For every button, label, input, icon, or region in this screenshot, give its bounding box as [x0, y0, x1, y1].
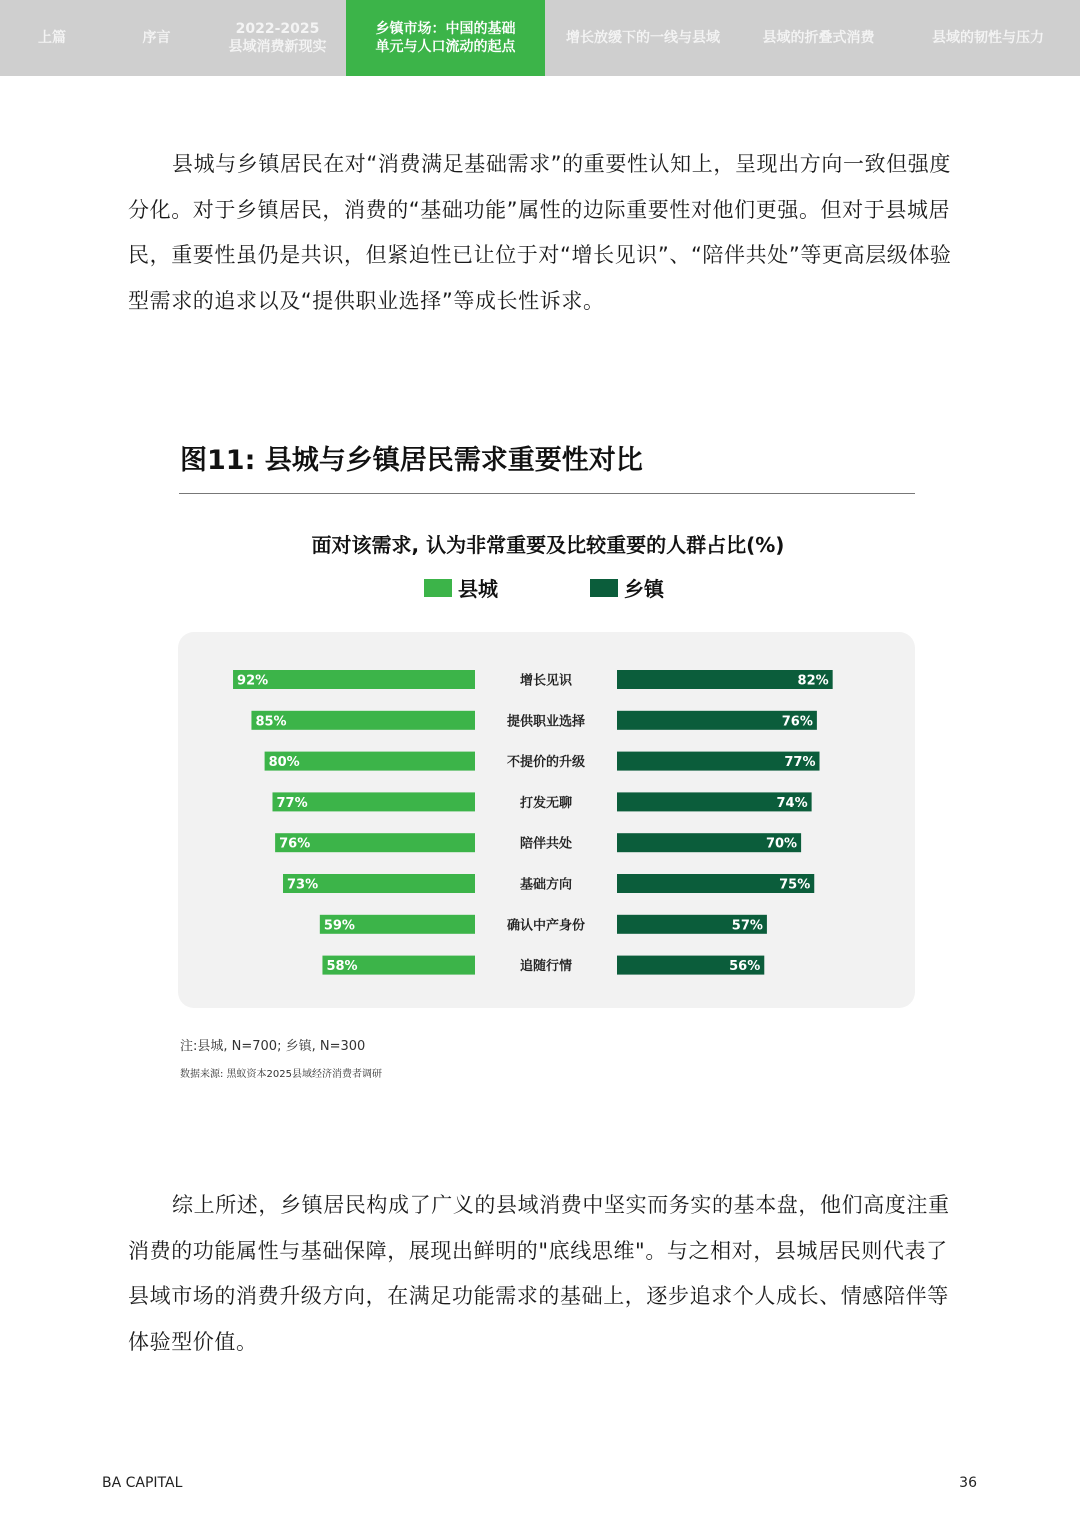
category-label-0: 增长见识	[519, 673, 573, 689]
bar-label-county-2: 80%	[268, 755, 300, 771]
category-label-4: 陪伴共处	[519, 836, 573, 852]
legend-item-township	[590, 573, 664, 602]
nav-tab-folded-consumption[interactable]: 县域的折叠式消费	[762, 30, 875, 46]
bar-label-county-1: 85%	[255, 714, 287, 730]
figure-source: 数据来源: 黑蚁资本2025县域经济消费者调研	[180, 1069, 382, 1080]
legend-swatch-township	[590, 579, 618, 597]
bar-label-township-1: 76%	[781, 714, 813, 730]
footer-brand: BA CAPITAL	[102, 1475, 183, 1491]
bar-county-0	[233, 670, 475, 689]
bar-label-county-3: 77%	[276, 795, 308, 811]
nav-tab-township-market[interactable]: 乡镇市场：中国的基础 单元与人口流动的起点	[346, 0, 545, 76]
figure-note: 注:县城, N=700; 乡镇, N=300	[180, 1039, 366, 1054]
top-navigation	[0, 0, 1080, 76]
bar-label-township-4: 70%	[765, 836, 798, 852]
bar-label-township-2: 77%	[784, 755, 816, 771]
legend-label-county: 县城	[458, 577, 498, 601]
nav-tab-growth-slowdown[interactable]: 增长放缓下的一线与县域	[566, 30, 720, 46]
bar-label-township-7: 56%	[729, 959, 761, 975]
figure-divider	[179, 493, 915, 494]
category-label-5: 基础方向	[519, 877, 573, 893]
nav-tab-preface[interactable]: 序言	[142, 30, 171, 46]
chart-legend	[0, 573, 1080, 599]
nav-tab-resilience-pressure[interactable]: 县域的韧性与压力	[932, 30, 1044, 46]
figure-title: 图11: 县城与乡镇居民需求重要性对比	[180, 445, 643, 476]
nav-tab-part-one[interactable]: 上篇	[38, 30, 66, 46]
bar-label-county-7: 58%	[326, 959, 358, 975]
bar-label-township-0: 82%	[797, 673, 829, 689]
bar-label-county-4: 76%	[279, 836, 311, 852]
summary-paragraph: 综上所述，乡镇居民构成了广义的县域消费中坚实而务实的基本盘，他们高度注重消费的功能属性与基础保障，展现出鲜明的"底线思维"。与之相对，县城居民则代表了县域市场的消费升级方向，在满足功能需求的基础上，逐步追求个人成长、情感陪伴等体验型价值。	[128, 1193, 950, 1354]
intro-paragraph: 县城与乡镇居民在对“消费满足基础需求”的重要性认知上，呈现出方向一致但强度分化。对于乡镇居民，消费的“基础功能”属性的边际重要性对他们更强。但对于县城居民，重要性虽仍是共识，但紧迫性已让位于对“增长见识”、“陪伴共处”等更高层级体验型需求的追求以及“提供职业选择”等成长性诉求。	[128, 152, 952, 313]
category-label-3: 打发无聊	[519, 795, 573, 811]
nav-tab-new-reality[interactable]: 2022-2025 县域消费新现实	[228, 21, 327, 55]
bar-label-county-6: 59%	[323, 918, 355, 934]
chart-title: 面对该需求, 认为非常重要及比较重要的人群占比(%)	[311, 533, 785, 557]
legend-label-township: 乡镇	[624, 577, 664, 601]
page-number: 36	[959, 1475, 977, 1491]
bar-label-county-0: 92%	[237, 673, 269, 689]
category-label-7: 追随行情	[519, 959, 573, 975]
category-label-1: 提供职业选择	[506, 714, 586, 730]
bar-label-township-3: 74%	[776, 795, 808, 811]
legend-swatch-county	[424, 579, 452, 597]
butterfly-bar-chart	[178, 632, 915, 1008]
category-label-6: 确认中产身份	[506, 918, 586, 934]
category-label-2: 不提价的升级	[506, 755, 586, 771]
bar-label-county-5: 73%	[287, 877, 319, 893]
legend-item-county	[424, 573, 498, 602]
bar-label-township-5: 75%	[779, 877, 811, 893]
bar-label-township-6: 57%	[731, 918, 763, 934]
